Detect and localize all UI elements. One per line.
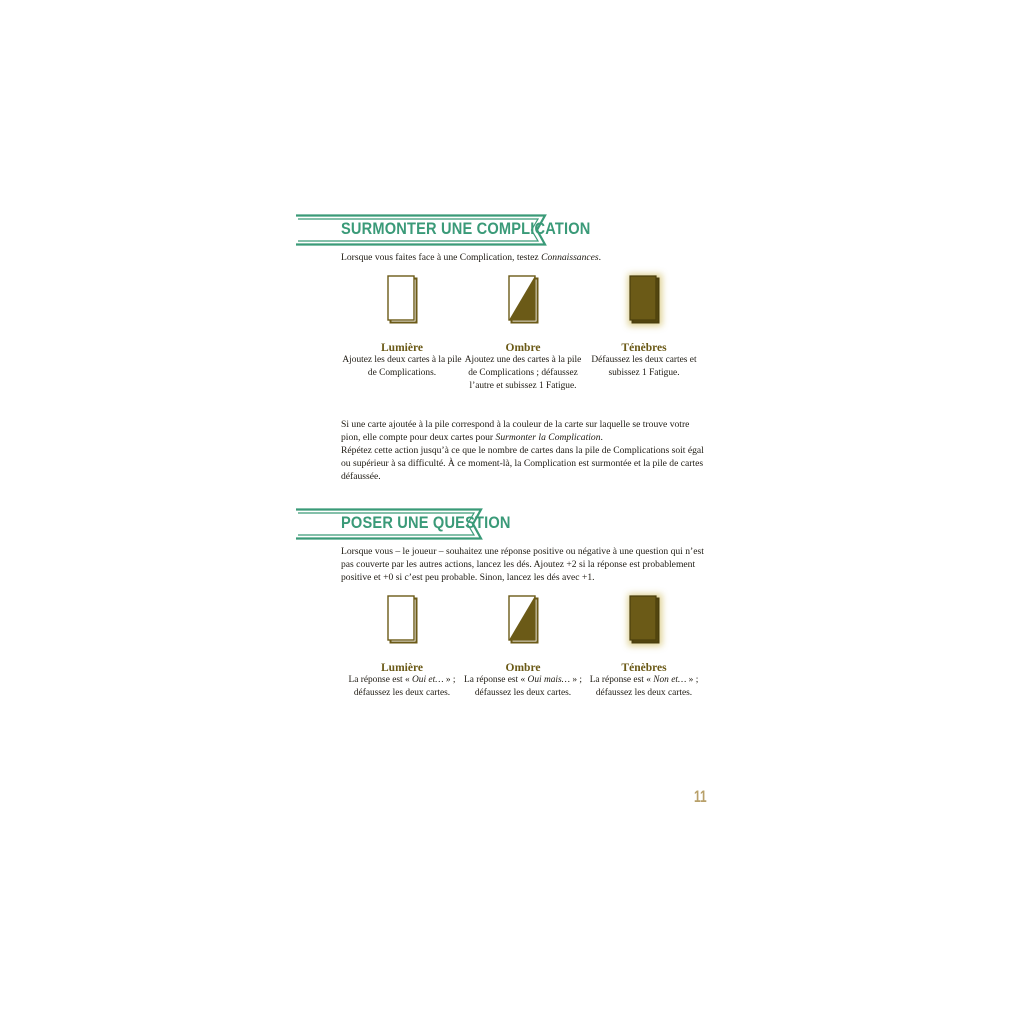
shadow-card-icon	[507, 594, 541, 646]
outcome-description: La réponse est « Oui mais… » ; défaussez les deux cartes.	[464, 675, 582, 698]
outcome-shadow	[463, 274, 583, 393]
answer-darkness	[584, 594, 704, 700]
section-title: SURMONTER UNE COMPLICATION	[341, 219, 591, 238]
answer-shadow	[463, 594, 583, 700]
outcome-description: Défaussez les deux cartes et subissez 1 Fatigue.	[591, 355, 697, 378]
page-number: 11	[694, 787, 707, 806]
section-banner-question	[296, 508, 511, 540]
outcome-title: Lumière	[381, 662, 423, 674]
rules-paragraph-2: Répétez cette action jusqu’à ce que le nombre de cartes dans la pile de Complications soit égal ou supérieur à sa difficulté. À ce moment-là, la Complication est surmontée et la pile de cartes défaussée.	[341, 445, 704, 482]
outcome-title: Ténèbres	[621, 342, 667, 354]
light-card-icon	[386, 594, 420, 646]
outcome-description: La réponse est « Oui et… » ; défaussez les deux cartes.	[348, 675, 456, 698]
light-card-icon	[386, 274, 420, 326]
intro-paragraph: Lorsque vous faites face à une Complication, testez Connaissances.	[341, 252, 602, 263]
outcome-title: Ombre	[505, 662, 541, 674]
answer-light	[342, 594, 462, 700]
outcome-title: Lumière	[381, 342, 423, 354]
outcome-light	[342, 274, 462, 380]
rules-paragraph-1: Si une carte ajoutée à la pile correspond à la couleur de la carte sur laquelle se trouve votre pion, elle compte pour deux cartes pour Surmonter la Complication.	[341, 419, 690, 443]
section-title: POSER UNE QUESTION	[341, 513, 511, 532]
outcome-title: Ténèbres	[621, 662, 667, 674]
outcome-description: Ajoutez les deux cartes à la pile de Complications.	[342, 355, 462, 378]
outcome-description: Ajoutez une des cartes à la pile de Complications ; défaussez l’autre et subissez 1 Fatigue.	[464, 355, 582, 391]
section-banner-complication	[296, 214, 591, 246]
outcome-title: Ombre	[505, 342, 541, 354]
shadow-card-icon	[507, 274, 541, 326]
darkness-card-icon	[628, 594, 662, 646]
outcome-darkness	[584, 274, 704, 380]
outcome-description: La réponse est « Non et… » ; défaussez les deux cartes.	[589, 675, 699, 698]
darkness-card-icon	[628, 274, 662, 326]
question-paragraph: Lorsque vous – le joueur – souhaitez une réponse positive ou négative à une question qui n’est pas couverte par les autres actions, lancez les dés. Ajoutez +2 si la réponse est probablement positive et +0 si c’est peu probable. Sinon, lancez les dés avec +1.	[341, 546, 704, 583]
